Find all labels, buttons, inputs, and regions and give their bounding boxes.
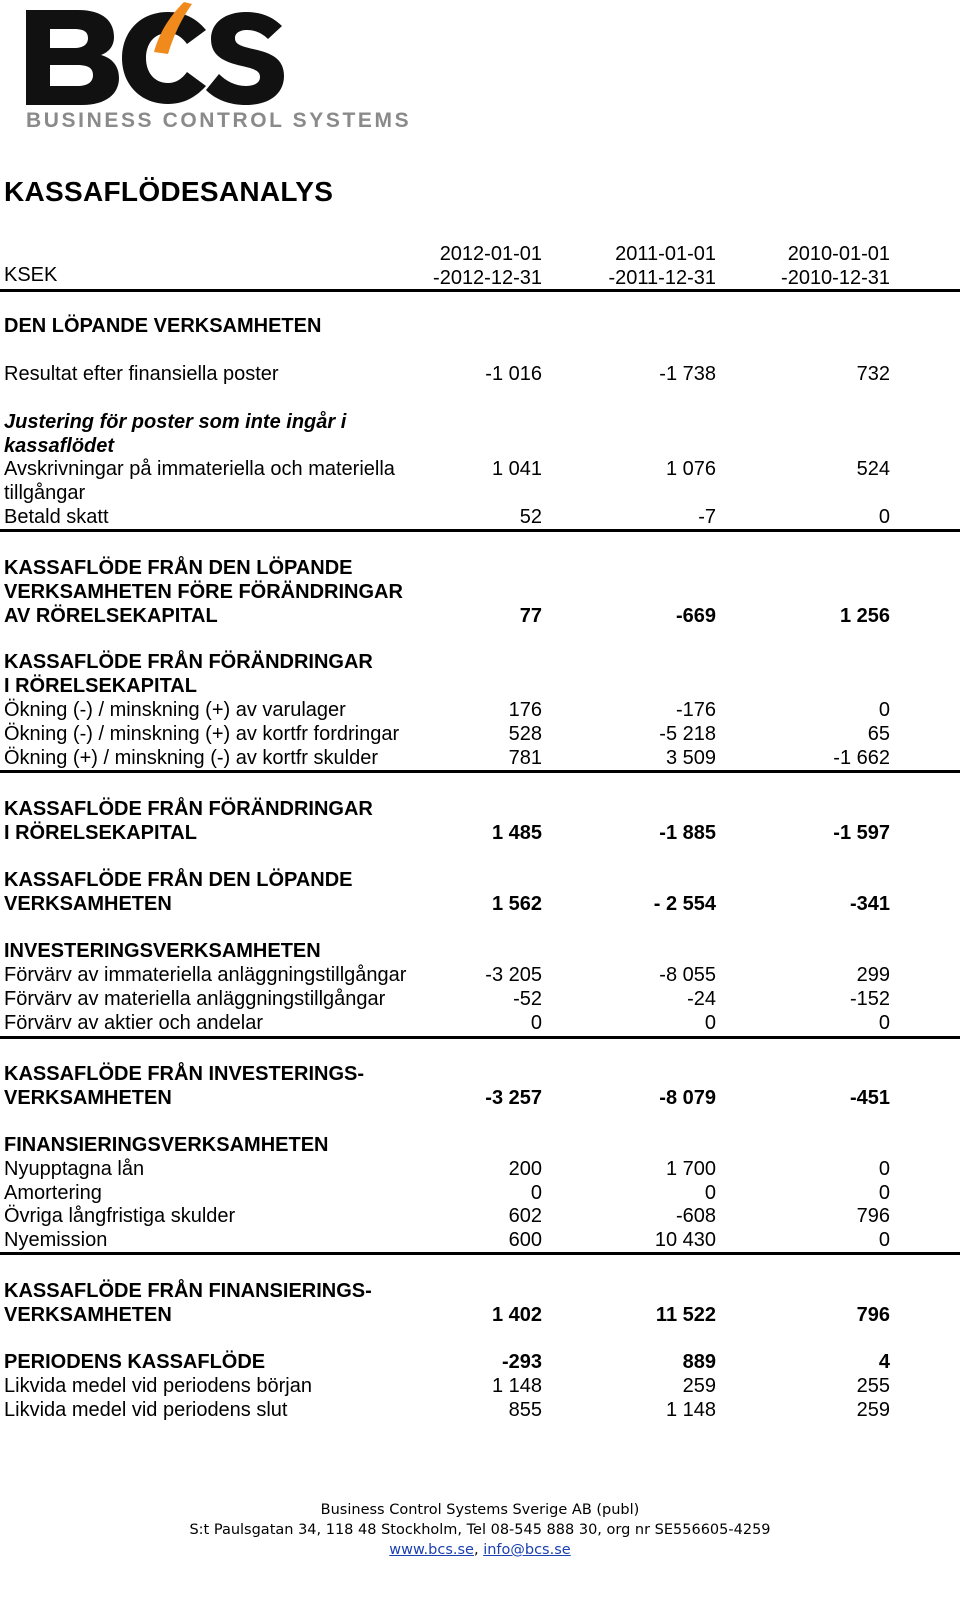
row-value-1: 176: [508, 699, 542, 721]
table-row: [0, 939, 960, 963]
row-value-3: 299: [856, 964, 890, 986]
row-value-3: 524: [856, 458, 890, 480]
row-label: KASSAFLÖDE FRÅN FINANSIERINGS- VERKSAMHETEN: [4, 1280, 372, 1326]
row-label: Övriga långfristiga skulder: [4, 1205, 236, 1227]
footer-links: [0, 1540, 960, 1560]
footer-address: S:t Paulsgatan 34, 118 48 Stockholm, Tel 08-545 888 30, org nr SE556605-4259: [189, 1522, 771, 1538]
row-value-3: -1 662: [833, 747, 890, 769]
row-value-3: 1 256: [839, 605, 890, 627]
row-value-2: -8 055: [659, 964, 716, 986]
period-header-2012: [362, 242, 542, 290]
row-value-2: 3 509: [665, 747, 716, 769]
table-row: [0, 505, 960, 529]
row-value-1: 1 402: [491, 1304, 542, 1326]
table-row: [0, 963, 960, 987]
table-row: [0, 457, 960, 505]
row-value-2: 1 076: [665, 458, 716, 480]
website-link[interactable]: www.bcs.se: [389, 1542, 474, 1558]
table-row: [0, 556, 960, 628]
row-value-3: 255: [856, 1375, 890, 1397]
row-label: FINANSIERINGSVERKSAMHETEN: [4, 1134, 329, 1156]
row-label: Likvida medel vid periodens slut: [4, 1399, 288, 1421]
column-header: [0, 242, 960, 292]
table-row: [0, 698, 960, 722]
unit-label: KSEK: [4, 264, 58, 286]
row-value-2: 0: [704, 1182, 716, 1204]
row-value-2: -7: [698, 506, 716, 528]
period-from: 2012-01-01: [439, 243, 542, 265]
period-header-2011: [536, 242, 716, 290]
row-value-1: 855: [508, 1399, 542, 1421]
table-row: [0, 1228, 960, 1252]
row-value-1: 1 041: [491, 458, 542, 480]
section-rule: [0, 1036, 960, 1039]
table-row: [0, 1157, 960, 1181]
period-from: 2011-01-01: [615, 243, 716, 265]
row-value-1: -1 016: [485, 363, 542, 385]
logo-tagline: BUSINESS CONTROL SYSTEMS: [26, 109, 412, 132]
row-value-3: 732: [856, 363, 890, 385]
row-value-3: -152: [849, 988, 890, 1010]
row-label: Likvida medel vid periodens början: [4, 1375, 312, 1397]
row-value-1: 1 148: [491, 1375, 542, 1397]
row-label: KASSAFLÖDE FRÅN INVESTERINGS- VERKSAMHETEN: [4, 1063, 365, 1109]
row-value-2: -8 079: [659, 1087, 716, 1109]
table-row: [0, 722, 960, 746]
row-value-1: 600: [508, 1229, 542, 1251]
row-label: DEN LÖPANDE VERKSAMHETEN: [4, 315, 322, 337]
page-title: KASSAFLÖDESANALYS: [4, 176, 334, 207]
row-value-2: 259: [682, 1375, 716, 1397]
bcs-logo-mark: [26, 0, 446, 140]
row-value-1: 0: [530, 1182, 542, 1204]
row-value-3: 0: [878, 699, 890, 721]
row-label: KASSAFLÖDE FRÅN FÖRÄNDRINGAR I RÖRELSEKAPITAL: [4, 798, 373, 844]
table-row: [0, 1204, 960, 1228]
row-value-3: 0: [878, 1182, 890, 1204]
table-row: [0, 987, 960, 1011]
row-label: Amortering: [4, 1182, 102, 1204]
row-value-1: 52: [519, 506, 542, 528]
row-value-3: 4: [878, 1351, 890, 1373]
row-label: Ökning (-) / minskning (+) av varulager: [4, 699, 346, 721]
row-value-3: 0: [878, 506, 890, 528]
row-value-2: -5 218: [659, 723, 716, 745]
table-row: [0, 362, 960, 386]
table-row: [0, 1181, 960, 1205]
row-label: Nyupptagna lån: [4, 1158, 145, 1180]
table-row: [0, 314, 960, 338]
row-value-2: -608: [675, 1205, 716, 1227]
table-row: [0, 1011, 960, 1035]
row-label: Ökning (+) / minskning (-) av kortfr skulder: [4, 747, 378, 769]
table-row: [0, 797, 960, 845]
row-value-3: 796: [856, 1304, 890, 1326]
section-rule: [0, 770, 960, 773]
table-row: [0, 650, 960, 698]
row-value-3: 259: [856, 1399, 890, 1421]
row-value-3: 0: [878, 1229, 890, 1251]
row-label: Justering för poster som inte ingår i kassaflödet: [4, 411, 347, 457]
row-value-2: 1 148: [665, 1399, 716, 1421]
table-row: [0, 1279, 960, 1327]
row-value-1: 77: [519, 605, 542, 627]
row-value-2: 10 430: [654, 1229, 716, 1251]
period-to: -2011-12-31: [608, 267, 716, 289]
row-label: Ökning (-) / minskning (+) av kortfr fordringar: [4, 723, 400, 745]
row-value-1: 528: [508, 723, 542, 745]
row-value-2: - 2 554: [653, 893, 716, 915]
row-value-2: -1 885: [659, 822, 716, 844]
row-value-1: 1 562: [491, 893, 542, 915]
bcs-logo: [26, 0, 446, 140]
footer-separator: ,: [473, 1542, 484, 1558]
row-value-1: 781: [508, 747, 542, 769]
table-row: [0, 868, 960, 916]
row-label: Förvärv av aktier och andelar: [4, 1012, 264, 1034]
row-label: INVESTERINGSVERKSAMHETEN: [4, 940, 321, 962]
period-to: -2012-12-31: [433, 267, 542, 289]
row-value-1: 200: [508, 1158, 542, 1180]
row-value-1: -293: [501, 1351, 542, 1373]
row-value-2: 889: [682, 1351, 716, 1373]
section-rule: [0, 529, 960, 532]
footer: [0, 1500, 960, 1560]
row-value-2: -24: [687, 988, 716, 1010]
row-value-1: -52: [513, 988, 542, 1010]
table-row: [0, 410, 960, 458]
row-label: Avskrivningar på immateriella och materiella tillgångar: [4, 458, 395, 504]
footer-company: Business Control Systems Sverige AB (publ): [320, 1502, 640, 1518]
period-to: -2010-12-31: [781, 267, 890, 289]
row-label: Betald skatt: [4, 506, 109, 528]
period-from: 2010-01-01: [787, 243, 890, 265]
row-value-2: 1 700: [665, 1158, 716, 1180]
header-rule: [0, 289, 960, 292]
row-label: Förvärv av materiella anläggningstillgångar: [4, 988, 386, 1010]
row-value-2: -176: [675, 699, 716, 721]
table-row: [0, 746, 960, 770]
row-value-3: 65: [867, 723, 890, 745]
row-value-3: 0: [878, 1158, 890, 1180]
row-value-3: 796: [856, 1205, 890, 1227]
table-row: [0, 1374, 960, 1398]
section-rule: [0, 1252, 960, 1255]
row-value-3: 0: [878, 1012, 890, 1034]
row-value-2: -669: [675, 605, 716, 627]
row-value-1: 0: [530, 1012, 542, 1034]
row-value-1: -3 205: [485, 964, 542, 986]
row-value-2: 11 522: [655, 1304, 716, 1326]
row-value-2: -1 738: [659, 363, 716, 385]
row-label: KASSAFLÖDE FRÅN FÖRÄNDRINGAR I RÖRELSEKAPITAL: [4, 651, 373, 697]
table-row: [0, 1398, 960, 1422]
row-label: Förvärv av immateriella anläggningstillgångar: [4, 964, 407, 986]
row-label: Resultat efter finansiella poster: [4, 363, 279, 385]
row-value-1: -3 257: [485, 1087, 542, 1109]
row-label: Nyemission: [4, 1229, 108, 1251]
table-row: [0, 1062, 960, 1110]
table-row: [0, 1350, 960, 1374]
row-value-3: -1 597: [833, 822, 890, 844]
row-value-1: 602: [508, 1205, 542, 1227]
row-value-1: 1 485: [491, 822, 542, 844]
row-label: KASSAFLÖDE FRÅN DEN LÖPANDE VERKSAMHETEN: [4, 869, 353, 915]
row-label: PERIODENS KASSAFLÖDE: [4, 1351, 266, 1373]
period-header-2010: [710, 242, 890, 290]
email-link[interactable]: info@bcs.se: [483, 1542, 571, 1558]
table-row: [0, 1133, 960, 1157]
row-value-3: -451: [849, 1087, 890, 1109]
row-value-3: -341: [849, 893, 890, 915]
row-value-2: 0: [704, 1012, 716, 1034]
row-label: KASSAFLÖDE FRÅN DEN LÖPANDE VERKSAMHETEN FÖRE FÖRÄNDRINGAR AV RÖRELSEKAPITAL: [4, 557, 403, 627]
